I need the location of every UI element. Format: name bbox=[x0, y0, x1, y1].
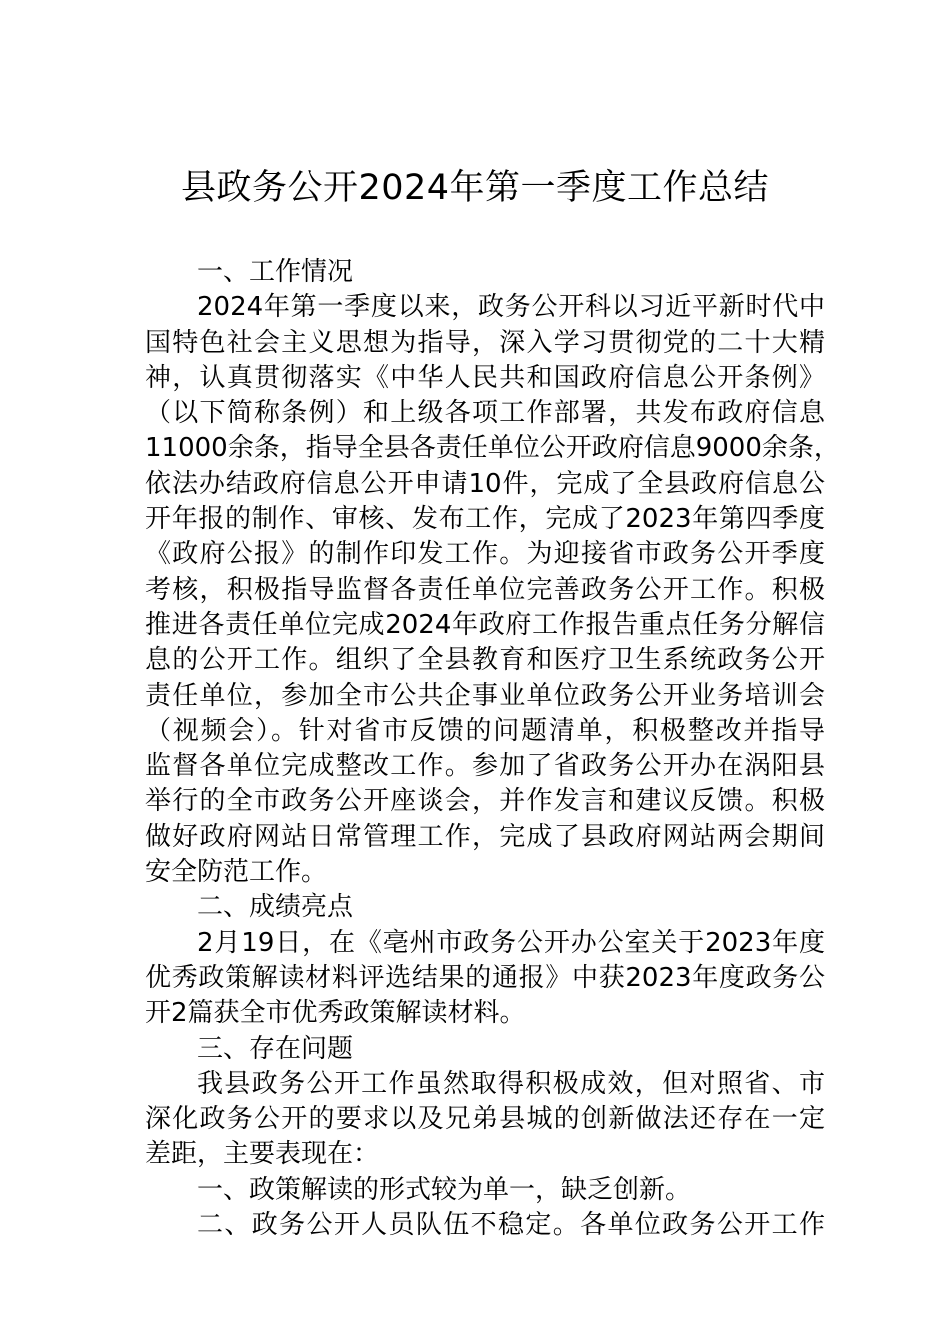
paragraph-line: 2月19日，在《亳州市政务公开办公室关于2023年度 bbox=[197, 927, 825, 958]
paragraph-line: 11000余条，指导全县各责任单位公开政府信息9000余条， bbox=[145, 433, 840, 464]
paragraph-line: 开年报的制作、审核、发布工作，完成了2023年第四季度 bbox=[145, 504, 825, 535]
paragraph-line: 监督各单位完成整改工作。参加了省政务公开办在涡阳县 bbox=[145, 751, 825, 782]
paragraph-line: 2024年第一季度以来，政务公开科以习近平新时代中 bbox=[197, 292, 825, 323]
section-heading: 一、工作情况 bbox=[197, 257, 354, 287]
paragraph-line: 差距，主要表现在： bbox=[145, 1139, 380, 1170]
paragraph-line: （视频会）。针对省市反馈的问题清单，积极整改并指导 bbox=[145, 715, 825, 746]
paragraph-line: 举行的全市政务公开座谈会，并作发言和建议反馈。积极 bbox=[145, 786, 825, 817]
paragraph-line: 做好政府网站日常管理工作，完成了县政府网站两会期间 bbox=[145, 821, 825, 852]
paragraph-line: （以下简称条例）和上级各项工作部署，共发布政府信息 bbox=[145, 398, 825, 429]
paragraph-line: 考核，积极指导监督各责任单位完善政务公开工作。积极 bbox=[145, 574, 825, 605]
paragraph-line: 《政府公报》的制作印发工作。为迎接省市政务公开季度 bbox=[145, 539, 825, 570]
paragraph-line: 息的公开工作。组织了全县教育和医疗卫生系统政务公开 bbox=[145, 645, 825, 676]
paragraph-line: 我县政务公开工作虽然取得积极成效，但对照省、市 bbox=[197, 1068, 825, 1099]
section-heading: 二、成绩亮点 bbox=[197, 892, 354, 923]
document-body bbox=[145, 255, 840, 1243]
paragraph-line: 一、政策解读的形式较为单一，缺乏创新。 bbox=[197, 1174, 692, 1205]
paragraph-line: 国特色社会主义思想为指导，深入学习贯彻党的二十大精 bbox=[145, 327, 825, 358]
paragraph-line: 推进各责任单位完成2024年政府工作报告重点任务分解信 bbox=[145, 609, 825, 640]
section-heading: 三、存在问题 bbox=[197, 1033, 354, 1064]
paragraph-line: 依法办结政府信息公开申请10件，完成了全县政府信息公 bbox=[145, 468, 825, 499]
paragraph-line: 二、政务公开人员队伍不稳定。各单位政务公开工作 bbox=[197, 1210, 825, 1241]
document-title: 县政务公开2024年第一季度工作总结 bbox=[180, 168, 770, 208]
paragraph-line: 开2篇获全市优秀政策解读材料。 bbox=[145, 998, 526, 1029]
paragraph-line: 安全防范工作。 bbox=[145, 857, 328, 888]
paragraph-line: 责任单位，参加全市公共企事业单位政务公开业务培训会 bbox=[145, 680, 825, 711]
paragraph-line: 深化政务公开的要求以及兄弟县城的创新做法还存在一定 bbox=[145, 1104, 825, 1135]
paragraph-line: 神，认真贯彻落实《中华人民共和国政府信息公开条例》 bbox=[145, 362, 825, 393]
paragraph-line: 优秀政策解读材料评选结果的通报》中获2023年度政务公 bbox=[145, 962, 825, 993]
